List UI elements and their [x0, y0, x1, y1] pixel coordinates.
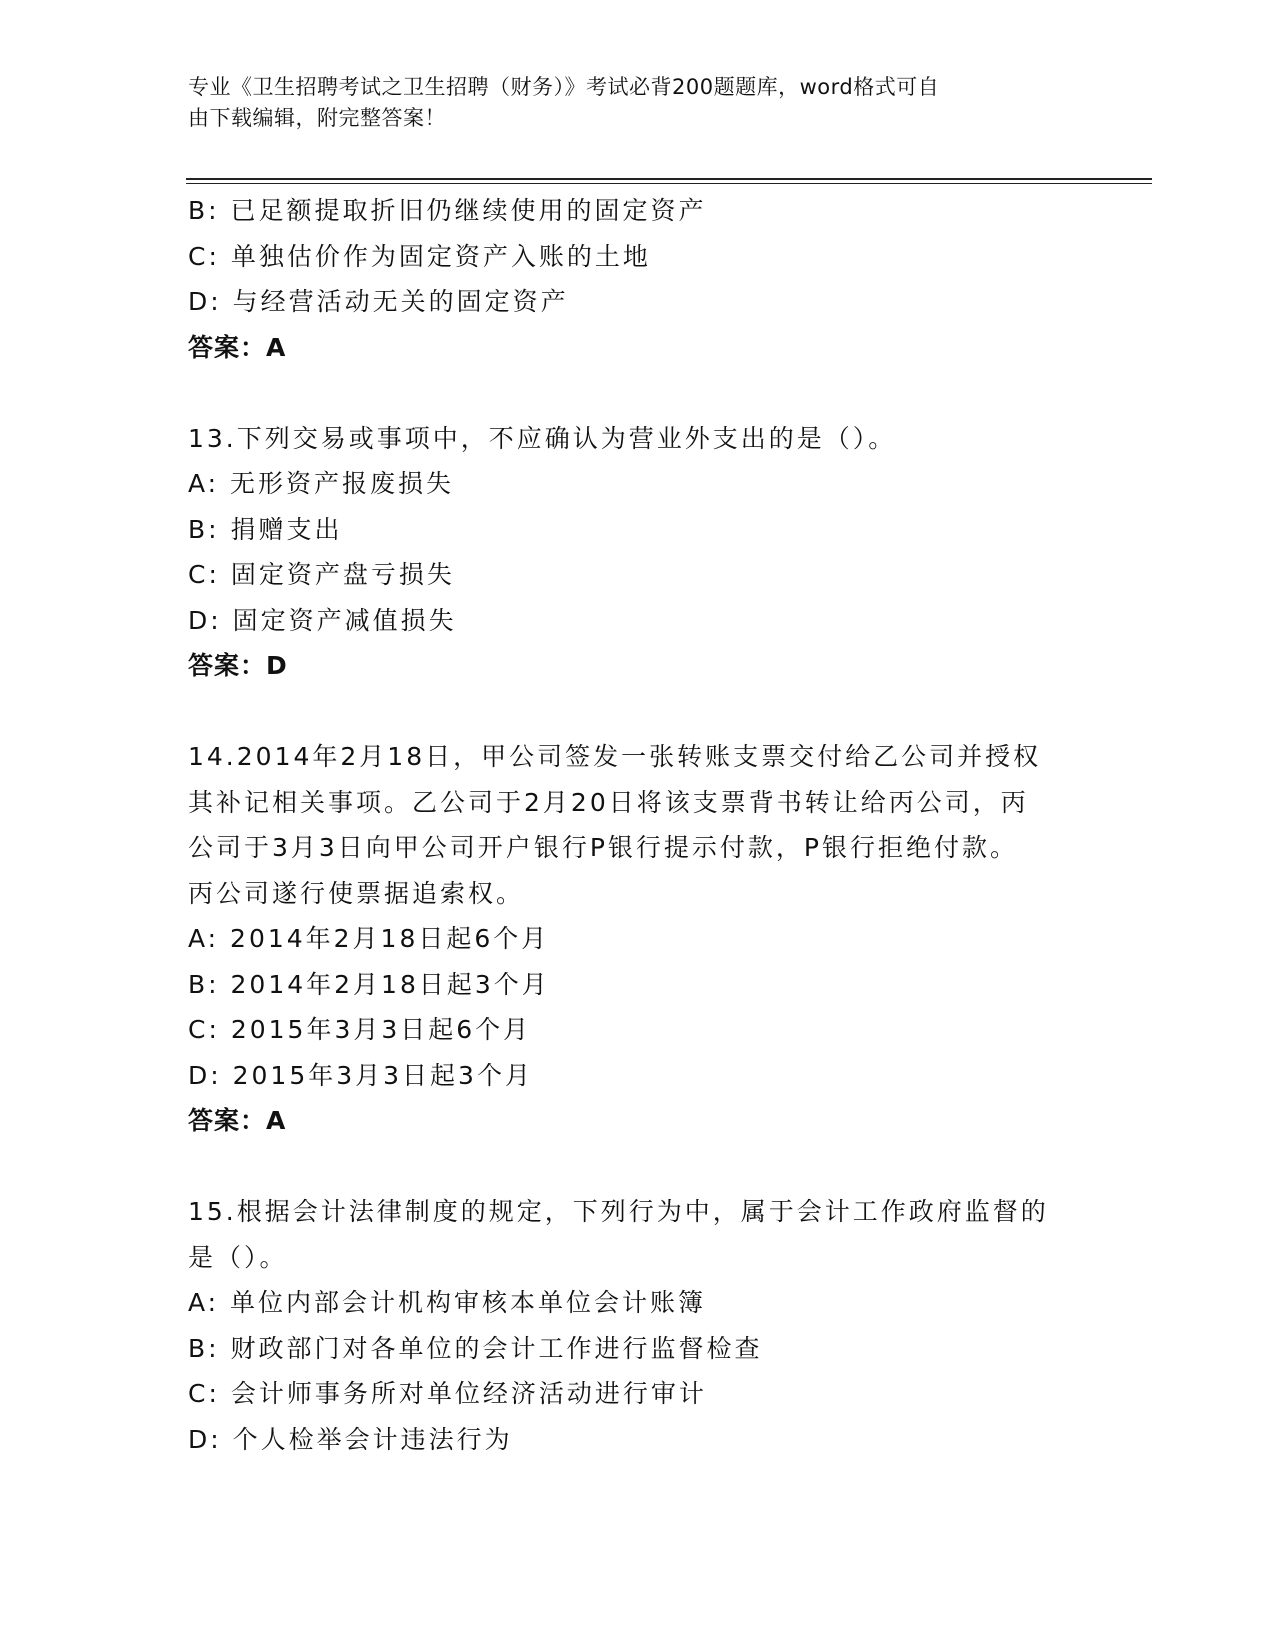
spacer [188, 370, 1088, 416]
question-text-line-2: 其补记相关事项。乙公司于2月20日将该支票背书转让给丙公司，丙 [188, 787, 1029, 817]
question-text-line-1: 14.2014年2月18日，甲公司签发一张转账支票交付给乙公司并授权 [188, 742, 1042, 771]
answer: 答案：D [188, 651, 288, 680]
question-15 [188, 1189, 1088, 1462]
answer: 答案：A [188, 332, 287, 362]
option-d: D: 个人检举会计违法行为 [188, 1424, 513, 1454]
answer: 答案：A [188, 1106, 287, 1135]
question-12 [188, 188, 1088, 370]
document-header [188, 72, 1088, 134]
option-b: B: 财政部门对各单位的会计工作进行监督检查 [188, 1333, 763, 1363]
header-line-2: 由下载编辑，附完整答案！ [188, 106, 446, 130]
question-text-line-4: 丙公司遂行使票据追索权。 [188, 878, 525, 908]
spacer [188, 689, 1088, 735]
question-text-line-3: 公司于3月3日向甲公司开户银行P银行提示付款，P银行拒绝付款。 [188, 833, 1018, 862]
header-divider-thin [186, 183, 1152, 184]
question-14 [188, 734, 1088, 1144]
spacer [188, 1144, 1088, 1190]
question-text-line-1: 15.根据会计法律制度的规定，下列行为中，属于会计工作政府监督的 [188, 1197, 1049, 1226]
option-a: A: 无形资产报废损失 [188, 469, 455, 498]
question-13 [188, 416, 1088, 689]
option-a: A: 2014年2月18日起6个月 [188, 924, 550, 953]
question-text-line-2: 是（）。 [188, 1242, 288, 1272]
option-b: B: 捐赠支出 [188, 514, 343, 544]
option-c: C: 2015年3月3日起6个月 [188, 1015, 532, 1044]
option-d: D: 固定资产减值损失 [188, 605, 457, 635]
option-c: C: 单独估价作为固定资产入账的土地 [188, 241, 651, 271]
option-c: C: 会计师事务所对单位经济活动进行审计 [188, 1379, 707, 1408]
option-c: C: 固定资产盘亏损失 [188, 560, 455, 589]
header-divider [186, 178, 1152, 180]
option-d: D: 2015年3月3日起3个月 [188, 1060, 533, 1090]
option-d: D: 与经营活动无关的固定资产 [188, 287, 569, 316]
document-body [188, 188, 1088, 1462]
option-b: B: 2014年2月18日起3个月 [188, 969, 550, 999]
header-line-1: 专业《卫生招聘考试之卫生招聘（财务）》考试必背200题题库，word格式可自 [188, 75, 940, 99]
question-text: 13.下列交易或事项中，不应确认为营业外支出的是（）。 [188, 423, 897, 453]
option-b: B: 已足额提取折旧仍继续使用的固定资产 [188, 196, 707, 225]
option-a: A: 单位内部会计机构审核本单位会计账簿 [188, 1288, 707, 1317]
